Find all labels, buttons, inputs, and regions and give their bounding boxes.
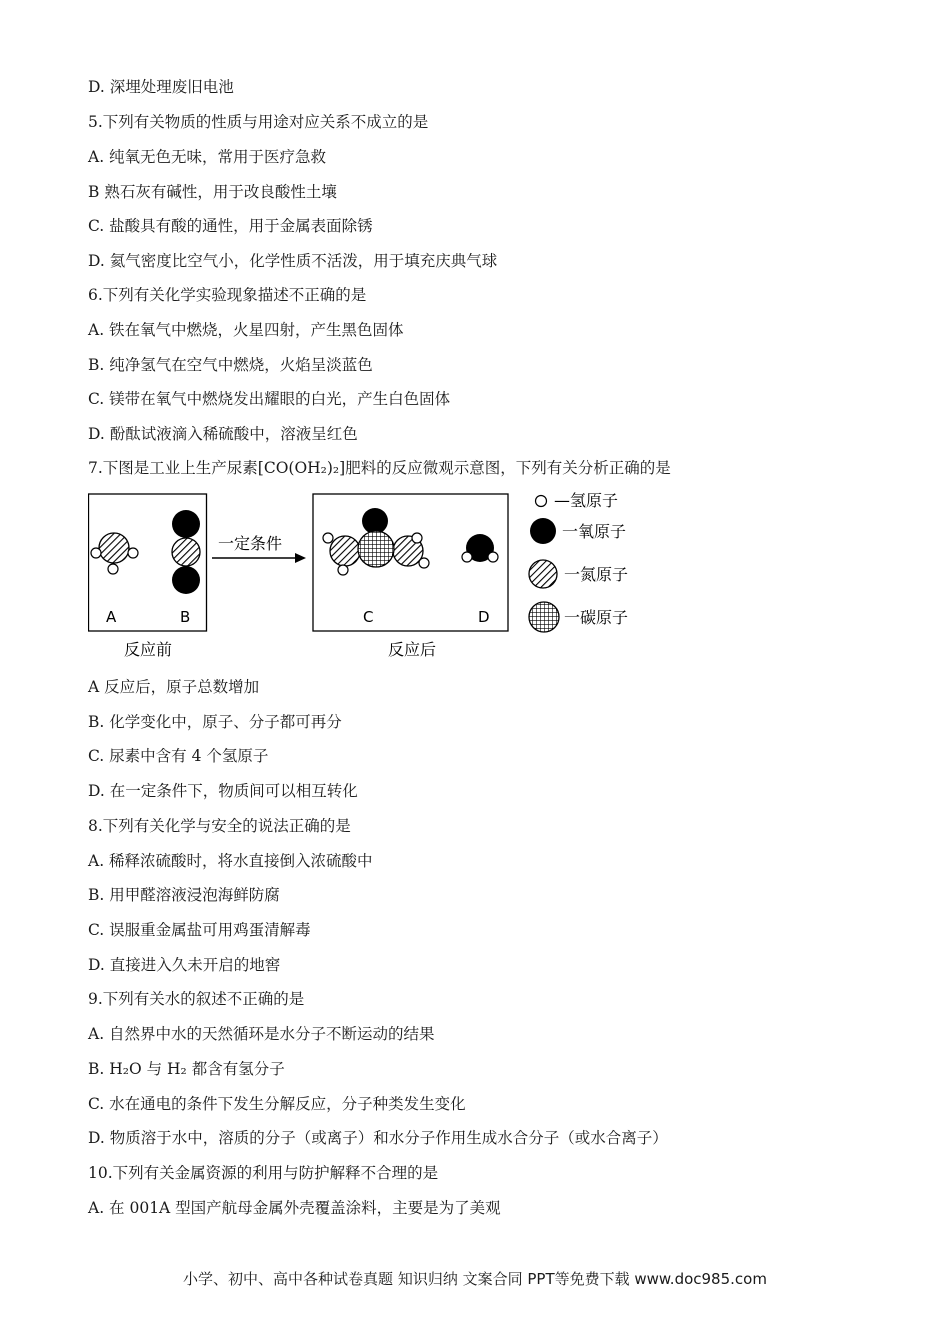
- label-c: C: [363, 608, 374, 626]
- molecule-b: [172, 510, 200, 594]
- option-6a: A. 铁在氧气中燃烧，火星四射，产生黑色固体: [88, 321, 404, 339]
- page-footer: 小学、初中、高中各种试卷真题 知识归纳 文案合同 PPT等免费下载 www.doc985.com: [183, 1270, 767, 1288]
- option-8b: B. 用甲醛溶液浸泡海鲜防腐: [88, 886, 280, 904]
- option-8d: D. 直接进入久未开启的地窖: [88, 956, 281, 974]
- option-8c: C. 误服重金属盐可用鸡蛋清解毒: [88, 921, 311, 939]
- before-caption: 反应前: [124, 640, 173, 659]
- arrow-label: 一定条件: [218, 534, 283, 553]
- option-7b: B. 化学变化中，原子、分子都可再分: [88, 713, 342, 731]
- question-6: 6.下列有关化学实验现象描述不正确的是: [88, 286, 367, 304]
- option-9d: D. 物质溶于水中，溶质的分子（或离子）和水分子作用生成水合分子（或水合离子）: [88, 1129, 668, 1147]
- legend-nitrogen: 一氮原子: [564, 565, 629, 584]
- option-10a: A. 在 001A 型国产航母金属外壳覆盖涂料，主要是为了美观: [88, 1199, 501, 1217]
- option-5a: A. 纯氧无色无味，常用于医疗急救: [88, 148, 327, 166]
- option-6b: B. 纯净氢气在空气中燃烧，火焰呈淡蓝色: [88, 356, 373, 374]
- legend-oxygen: 一氧原子: [562, 522, 627, 541]
- after-caption: 反应后: [388, 640, 437, 659]
- question-9: 9.下列有关水的叙述不正确的是: [88, 990, 305, 1008]
- option-6d: D. 酚酞试液滴入稀硫酸中，溶液呈红色: [88, 425, 358, 443]
- option-7a: A 反应后，原子总数增加: [88, 678, 260, 696]
- label-a: A: [106, 608, 117, 626]
- question-5: 5.下列有关物质的性质与用途对应关系不成立的是: [88, 113, 429, 131]
- question-7: 7.下图是工业上生产尿素[CO(OH₂)₂]肥料的反应微观示意图，下列有关分析正确的是: [88, 459, 671, 477]
- option-7c: C. 尿素中含有 4 个氢原子: [88, 747, 269, 765]
- option-5b: B 熟石灰有碱性，用于改良酸性土壤: [88, 183, 337, 201]
- option-4d: D. 深埋处理废旧电池: [88, 78, 234, 96]
- reaction-diagram: [88, 488, 668, 663]
- option-7d: D. 在一定条件下，物质间可以相互转化: [88, 782, 358, 800]
- option-8a: A. 稀释浓硫酸时，将水直接倒入浓硫酸中: [88, 852, 373, 870]
- option-6c: C. 镁带在氧气中燃烧发出耀眼的白光，产生白色固体: [88, 390, 451, 408]
- option-9c: C. 水在通电的条件下发生分解反应，分子种类发生变化: [88, 1095, 466, 1113]
- legend-carbon: 一碳原子: [564, 608, 629, 627]
- option-5c: C. 盐酸具有酸的通性，用于金属表面除锈: [88, 217, 373, 235]
- option-9b: B. H₂O 与 H₂ 都含有氢分子: [88, 1060, 285, 1078]
- option-9a: A. 自然界中水的天然循环是水分子不断运动的结果: [88, 1025, 435, 1043]
- label-b: B: [180, 608, 191, 626]
- question-10: 10.下列有关金属资源的利用与防护解释不合理的是: [88, 1164, 439, 1182]
- legend: [529, 491, 628, 632]
- label-d: D: [478, 608, 490, 626]
- legend-hydrogen: —氢原子: [554, 491, 619, 510]
- question-8: 8.下列有关化学与安全的说法正确的是: [88, 817, 351, 835]
- option-5d: D. 氦气密度比空气小，化学性质不活泼，用于填充庆典气球: [88, 252, 498, 270]
